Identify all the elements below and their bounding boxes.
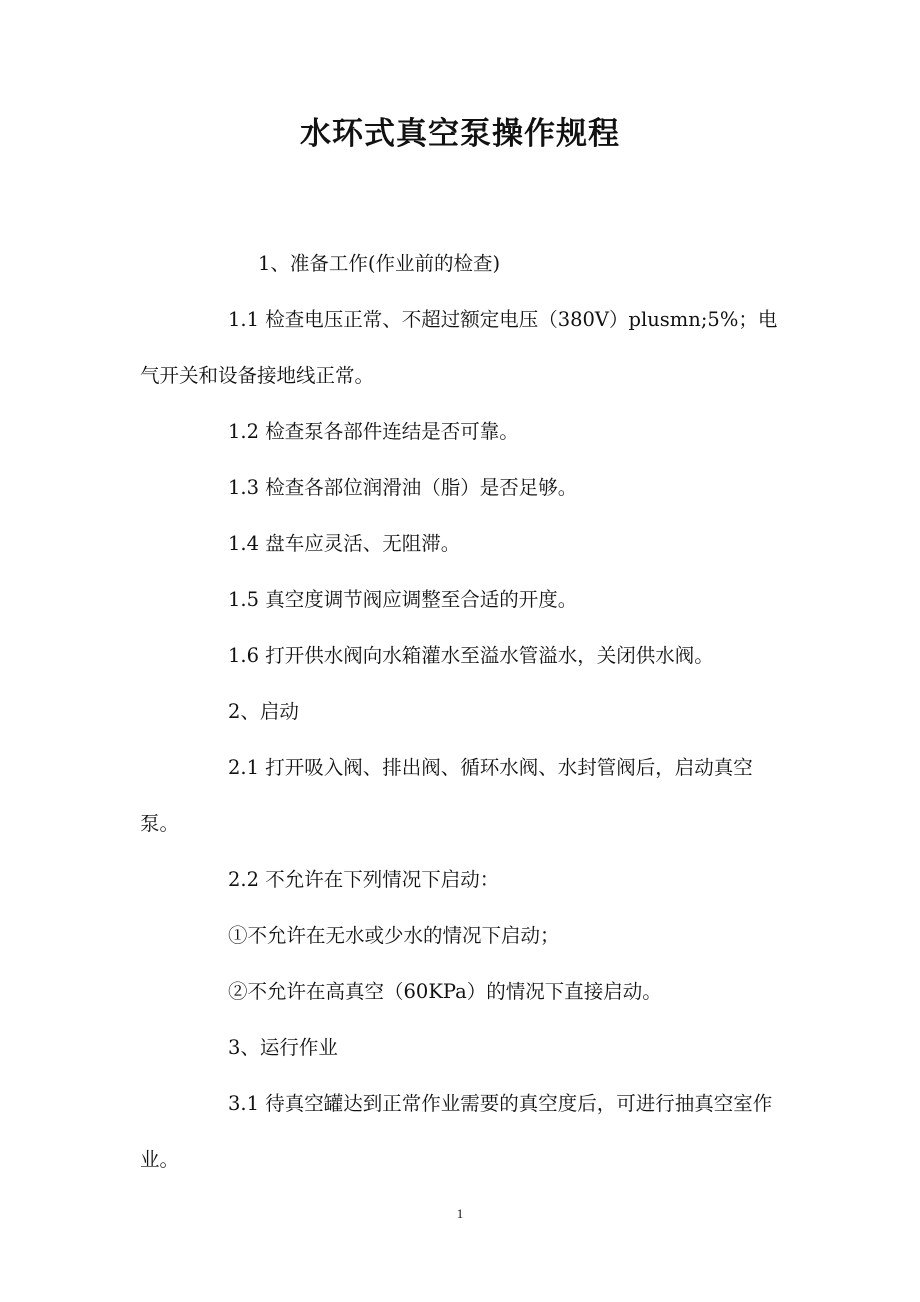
- paragraph-3-1: 3.1 待真空罐达到正常作业需要的真空度后，可进行抽真空室作业。: [140, 1092, 773, 1171]
- paragraph-1-5: 1.5 真空度调节阀应调整至合适的开度。: [228, 588, 578, 611]
- list-item-1: ①不允许在无水或少水的情况下启动；: [228, 924, 560, 947]
- document-title: 水环式真空泵操作规程: [300, 116, 620, 152]
- paragraph-1-4: 1.4 盘车应灵活、无阻滞。: [228, 532, 461, 555]
- page-number: 1: [456, 1206, 464, 1221]
- list-item-2: ②不允许在高真空（60KPa）的情况下直接启动。: [228, 980, 662, 1003]
- document-body: [140, 236, 785, 1188]
- paragraph-1-6: 1.6 打开供水阀向水箱灌水至溢水管溢水，关闭供水阀。: [228, 644, 714, 667]
- paragraph-1-3: 1.3 检查各部位润滑油（脂）是否足够。: [228, 476, 578, 499]
- paragraph-1-1: 1.1 检查电压正常、不超过额定电压（380V）plusmn;5%；电气开关和设备接地线正常。: [140, 308, 778, 387]
- section-heading-startup: 2、启动: [228, 700, 299, 723]
- section-heading-preparation: 1、准备工作(作业前的检查): [258, 252, 501, 275]
- paragraph-2-2: 2.2 不允许在下列情况下启动：: [228, 868, 500, 891]
- section-heading-operation: 3、运行作业: [228, 1036, 338, 1059]
- paragraph-2-1: 2.1 打开吸入阀、排出阀、循环水阀、水封管阀后，启动真空泵。: [140, 756, 753, 835]
- paragraph-1-2: 1.2 检查泵各部件连结是否可靠。: [228, 420, 519, 443]
